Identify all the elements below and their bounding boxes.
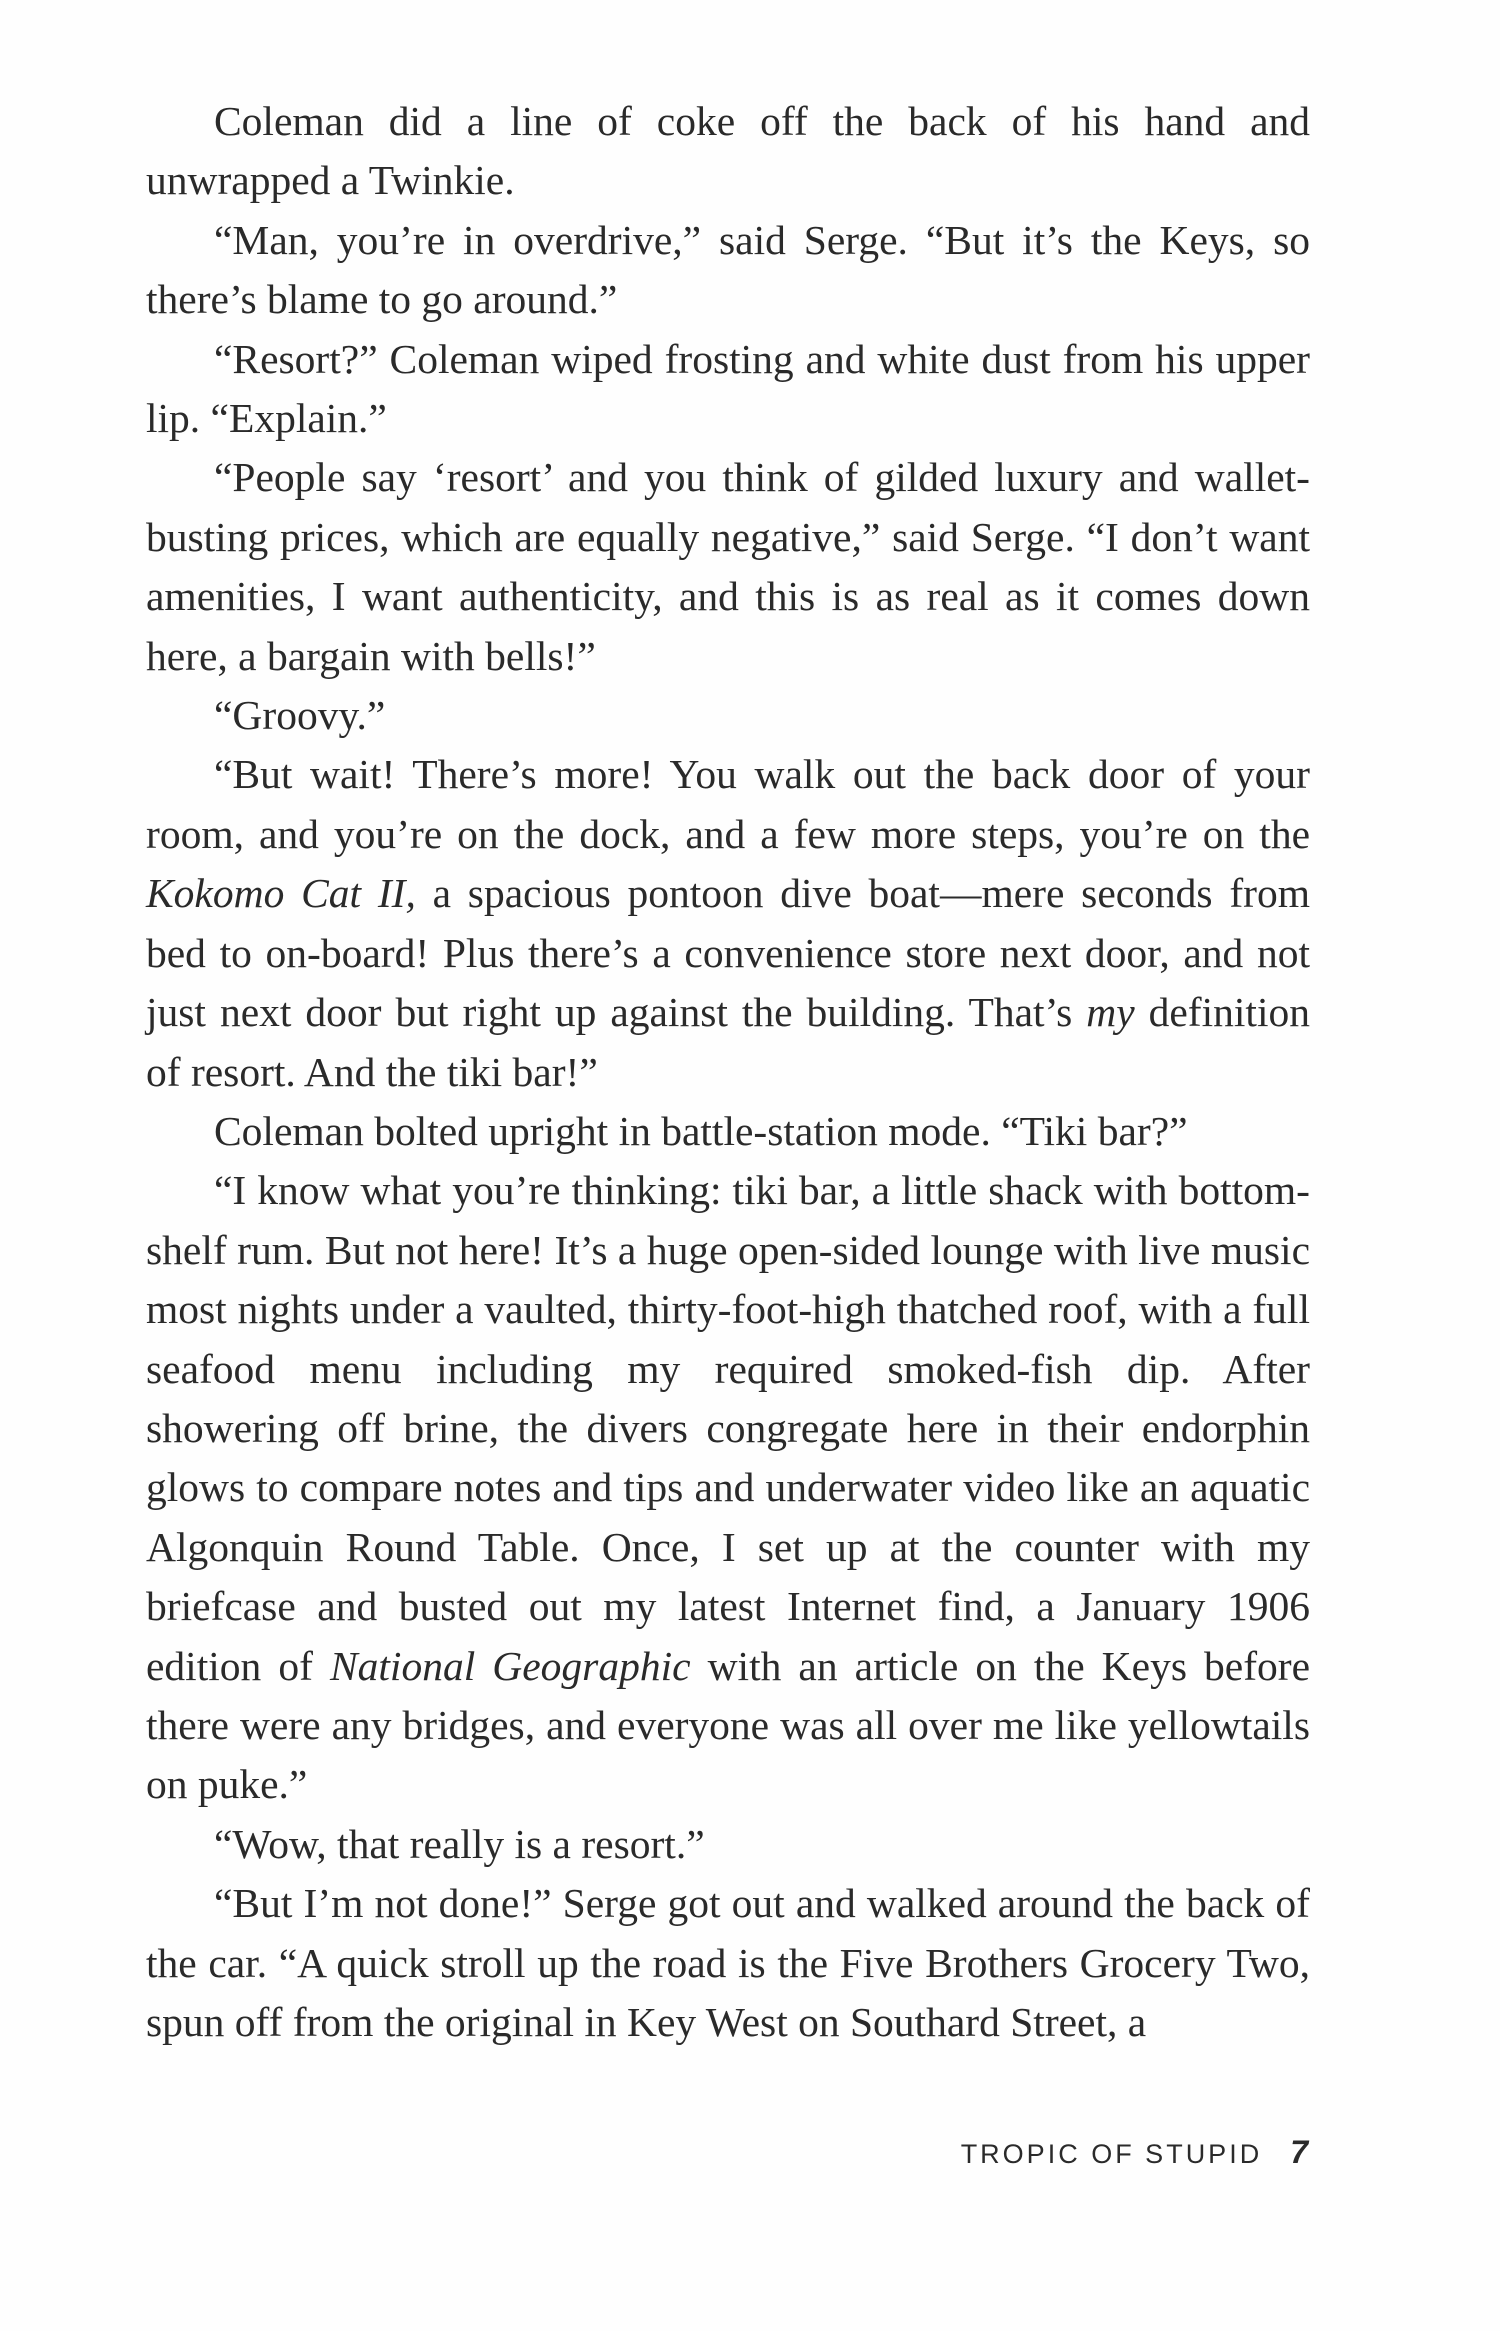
- text-run: “People say ‘resort’ and you think of gilded luxury and wallet-busting prices, which are equally negative,” said Serge. “I don’t want amenities, I want authenticity, and this is as real as it comes down here, a bargain with bells!”: [146, 454, 1310, 679]
- paragraph-5: [146, 686, 1310, 745]
- text-run: “Groovy.”: [214, 692, 386, 739]
- paragraph-1: [146, 92, 1310, 211]
- paragraph-7: [146, 1102, 1310, 1161]
- text-run: Coleman did a line of coke off the back of his hand and unwrapped a Twinkie.: [146, 98, 1310, 204]
- page-footer: [961, 2134, 1308, 2171]
- body-text: [146, 92, 1310, 2052]
- text-run: “But I’m not done!” Serge got out and walked around the back of the car. “A quick stroll up the road is the Five Brothers Grocery Two, spun off from the original in Key West on Southard Street, a: [146, 1880, 1310, 2045]
- paragraph-9: [146, 1815, 1310, 1874]
- paragraph-2: [146, 211, 1310, 330]
- boat-name: Kokomo Cat II,: [146, 870, 416, 917]
- paragraph-6: [146, 745, 1310, 1101]
- text-run: “I know what you’re thinking: tiki bar, a little shack with bottom-shelf rum. But not here! It’s a huge open-sided lounge with live music most nights under a vaulted, thirty-foot-high thatched roof, with a full seafood menu including my required smoked-fish dip. After showering off brine, the divers congregate here in their endorphin glows to compare notes and tips and underwater video like an aquatic Algonquin Round Table. Once, I set up at the counter with my briefcase and busted out my latest Internet find, a January 1906 edition of: [146, 1167, 1310, 1689]
- paragraph-4: [146, 448, 1310, 686]
- text-run: “But wait! There’s more! You walk out the back door of your room, and you’re on the dock, and a few more steps, you’re on the: [146, 751, 1310, 857]
- paragraph-8: [146, 1161, 1310, 1814]
- text-run: “Man, you’re in overdrive,” said Serge. “But it’s the Keys, so there’s blame to go around.”: [146, 216, 1310, 323]
- text-run: “Resort?” Coleman wiped frosting and white dust from his upper lip. “Explain.”: [146, 335, 1310, 442]
- text-run: “Wow, that really is a resort.”: [214, 1820, 705, 1867]
- paragraph-10: [146, 1874, 1310, 2052]
- text-run: Coleman bolted upright in battle-station mode. “Tiki bar?”: [214, 1107, 1188, 1154]
- emphasis: my: [1086, 989, 1135, 1036]
- running-title: TROPIC OF STUPID: [960, 2139, 1263, 2169]
- text-run: a spacious pontoon dive boat—mere seconds from bed to on-board! Plus there’s a convenience store next door, and not just next door but right up against the building. That’s: [146, 870, 1310, 1036]
- text-run: definition of resort. And the tiki bar!”: [146, 989, 1310, 1095]
- magazine-title: National Geographic: [329, 1642, 691, 1689]
- text-run: with an article on the Keys before there were any bridges, and everyone was all over me like yellowtails on puke.”: [146, 1642, 1311, 1808]
- page-number: 7: [1290, 2134, 1308, 2170]
- paragraph-3: [146, 330, 1310, 449]
